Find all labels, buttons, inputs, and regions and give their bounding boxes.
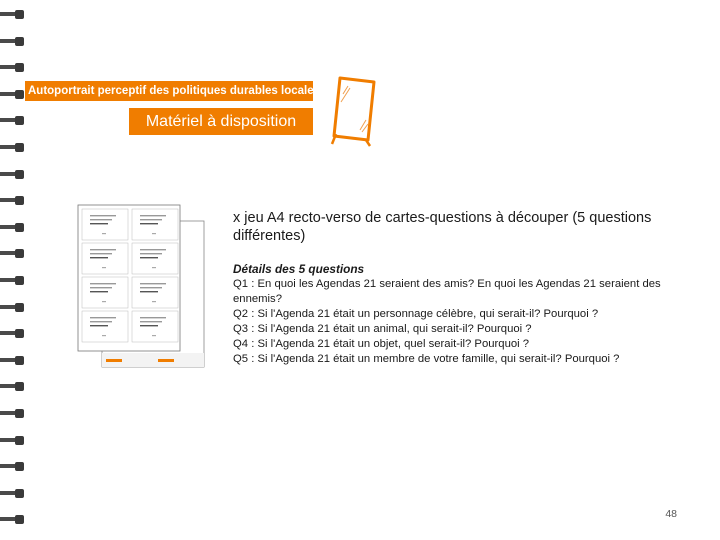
- binding-ring: [0, 37, 24, 46]
- card-cell: [132, 243, 178, 274]
- binding-ring: [0, 196, 24, 205]
- header-title: Autoportrait perceptif des politiques durables locales: [25, 81, 313, 101]
- spiral-binding: [0, 0, 26, 540]
- card-cell: [82, 277, 128, 308]
- card-cell: [82, 311, 128, 342]
- card-cell: [132, 311, 178, 342]
- binding-ring: [0, 303, 24, 312]
- binding-ring: [0, 436, 24, 445]
- page-number: 48: [665, 508, 677, 520]
- question-5: Q5 : Si l'Agenda 21 était un membre de votre famille, qui serait-il? Pourquoi ?: [233, 353, 620, 365]
- section-title: Matériel à disposition: [129, 108, 313, 135]
- question-2: Q2 : Si l'Agenda 21 était un personnage célèbre, qui serait-il? Pourquoi ?: [233, 308, 599, 320]
- binding-ring: [0, 409, 24, 418]
- binding-ring: [0, 63, 24, 72]
- binding-ring: [0, 90, 24, 99]
- mirror-icon: [330, 74, 384, 148]
- binding-ring: [0, 10, 24, 19]
- binding-ring: [0, 489, 24, 498]
- binding-ring: [0, 116, 24, 125]
- card-cell: [82, 209, 128, 240]
- card-cell: [132, 277, 178, 308]
- question-1: Q1 : En quoi les Agendas 21 seraient des amis? En quoi les Agendas 21 seraient des ennemis?: [233, 278, 661, 305]
- card-cell: [82, 243, 128, 274]
- binding-ring: [0, 515, 24, 524]
- details-title: Détails des 5 questions: [233, 262, 365, 276]
- binding-ring: [0, 249, 24, 258]
- binding-ring: [0, 329, 24, 338]
- card-cell: [132, 209, 178, 240]
- binding-ring: [0, 276, 24, 285]
- material-description: x jeu A4 recto-verso de cartes-questions à découper (5 questions différentes): [233, 210, 652, 244]
- binding-ring: [0, 382, 24, 391]
- binding-ring: [0, 143, 24, 152]
- question-4: Q4 : Si l'Agenda 21 était un objet, quel serait-il? Pourquoi ?: [233, 338, 530, 350]
- binding-ring: [0, 223, 24, 232]
- question-details: [233, 262, 683, 367]
- card-sheets-image: [76, 203, 206, 368]
- binding-ring: [0, 356, 24, 365]
- binding-ring: [0, 170, 24, 179]
- binding-ring: [0, 462, 24, 471]
- question-3: Q3 : Si l'Agenda 21 était un animal, qui serait-il? Pourquoi ?: [233, 323, 532, 335]
